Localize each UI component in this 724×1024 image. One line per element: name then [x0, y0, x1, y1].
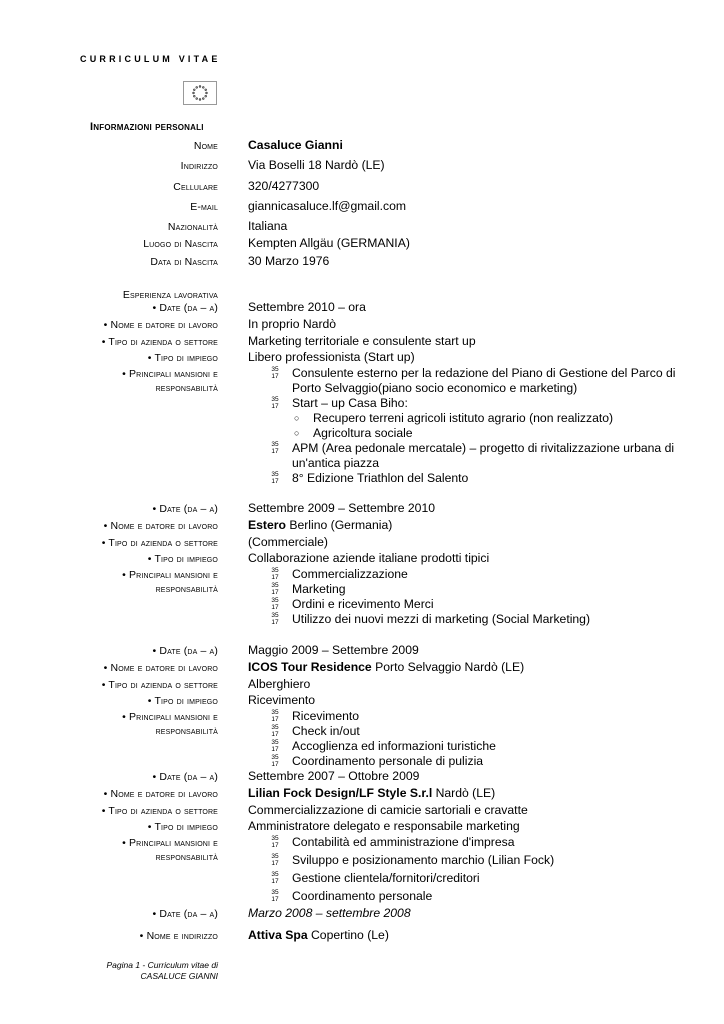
bullet-marker-icon: 35 17	[271, 396, 279, 410]
label-duties: • Principali mansioni e	[122, 569, 218, 581]
duty-text: Commercializzazione	[292, 567, 408, 581]
duties-list	[268, 709, 688, 769]
duty-item	[268, 441, 688, 456]
job-employer-bold: Attiva Spa	[248, 928, 308, 942]
duty-item	[268, 853, 688, 868]
duties-list	[268, 835, 688, 907]
duty-item	[268, 582, 688, 597]
bullet-marker-icon: 35 17	[271, 739, 279, 753]
bullet-marker-icon: 35 17	[271, 754, 279, 768]
personal-label: Indirizzo	[180, 160, 218, 172]
duty-subitem-text: Agricoltura sociale	[313, 426, 413, 440]
job-employer: In proprio Nardò	[248, 317, 337, 331]
label-duties: • Principali mansioni e	[122, 368, 218, 380]
duty-continuation: Porto Selvaggio(piano socio economico e marketing)	[292, 381, 578, 395]
duty-text: APM (Area pedonale mercatale) – progetto di rivitalizzazione urbana di	[292, 441, 675, 455]
duty-item	[268, 709, 688, 724]
label-duties-2: responsabilità	[155, 725, 218, 737]
label-date: • Date (da – a)	[152, 503, 218, 515]
label-employer: • Nome e datore di lavoro	[103, 662, 218, 674]
duty-text: Contabilità ed amministrazione d'impresa	[292, 835, 515, 849]
bullet-marker-icon: 35 17	[271, 471, 279, 485]
duty-continuation: un'antica piazza	[292, 456, 380, 470]
personal-value: giannicasaluce.lf@gmail.com	[248, 199, 407, 213]
duty-text: Ricevimento	[292, 709, 360, 723]
label-duties: • Principali mansioni e	[122, 837, 218, 849]
job-sector: Commercializzazione di camicie sartoriali e cravatte	[248, 803, 528, 817]
bullet-marker-icon: 35 17	[271, 835, 279, 849]
bullet-marker-icon: 35 17	[271, 889, 279, 903]
job-employer: ICOS Tour Residence Porto Selvaggio Nardò (LE)	[248, 660, 525, 674]
label-job-type: • Tipo di impiego	[147, 821, 218, 833]
personal-value: Kempten Allgäu (GERMANIA)	[248, 236, 410, 250]
page-footer	[100, 960, 218, 982]
personal-label: Cellulare	[173, 181, 218, 193]
bullet-marker-icon: 35 17	[271, 441, 279, 455]
label-sector: • Tipo di azienda o settore	[101, 805, 218, 817]
duty-text: Start – up Casa Biho:	[292, 396, 408, 410]
job-date: Settembre 2010 – ora	[248, 300, 366, 314]
label-date: • Date (da – a)	[152, 302, 218, 314]
duty-subitem-text: Recupero terreni agricoli istituto agrario (non realizzato)	[313, 411, 614, 425]
job-type: Ricevimento	[248, 693, 316, 707]
circle-bullet-icon: ○	[294, 413, 300, 423]
personal-label: Luogo di Nascita	[143, 238, 218, 250]
personal-value: 30 Marzo 1976	[248, 254, 330, 268]
duty-text: Ordini e ricevimento Merci	[292, 597, 434, 611]
personal-value-bold: Casaluce Gianni	[248, 138, 343, 152]
bullet-marker-icon: 35 17	[271, 709, 279, 723]
duty-text: Gestione clientela/fornitori/creditori	[292, 871, 480, 885]
duty-item	[268, 754, 688, 769]
bullet-marker-icon: 35 17	[271, 567, 279, 581]
job-employer: Lilian Fock Design/LF Style S.r.l Nardò (LE)	[248, 786, 496, 800]
job-employer: Estero Berlino (Germania)	[248, 518, 393, 532]
duty-item	[268, 366, 688, 381]
cv-header: CURRICULUM VITAE	[80, 54, 221, 64]
personal-label: Nazionalità	[167, 221, 218, 233]
section-experience: Esperienza lavorativa	[122, 289, 218, 301]
bullet-marker-icon: 35 17	[271, 724, 279, 738]
bullet-marker-icon: 35 17	[271, 853, 279, 867]
label-date: • Date (da – a)	[152, 771, 218, 783]
bullet-marker-icon: 35 17	[271, 871, 279, 885]
job-date: Settembre 2007 – Ottobre 2009	[248, 769, 420, 783]
job-type: Amministratore delegato e responsabile marketing	[248, 819, 520, 833]
duty-text: Coordinamento personale	[292, 889, 433, 903]
label-job-type: • Tipo di impiego	[147, 695, 218, 707]
eu-flag-logo	[183, 81, 217, 105]
duty-item	[268, 396, 688, 411]
circle-bullet-icon: ○	[294, 428, 300, 438]
label-employer: • Nome e datore di lavoro	[103, 520, 218, 532]
duty-text: 8° Edizione Triathlon del Salento	[292, 471, 469, 485]
job-employer-bold: ICOS Tour Residence	[248, 660, 372, 674]
label-job-type: • Tipo di impiego	[147, 553, 218, 565]
duty-item	[268, 739, 688, 754]
label-employer: • Nome e datore di lavoro	[103, 788, 218, 800]
personal-label: Data di Nascita	[150, 256, 218, 268]
duty-text: Accoglienza ed informazioni turistiche	[292, 739, 496, 753]
label-duties: • Principali mansioni e	[122, 711, 218, 723]
label-sector: • Tipo di azienda o settore	[101, 336, 218, 348]
bullet-marker-icon: 35 17	[271, 366, 279, 380]
duty-item	[268, 871, 688, 886]
duty-text: Coordinamento personale di pulizia	[292, 754, 484, 768]
job-date: Marzo 2008 – settembre 2008	[248, 906, 411, 920]
job-employer-bold: Lilian Fock Design/LF Style S.r.l	[248, 786, 433, 800]
footer-line-1: Pagina 1 - Curriculum vitae di	[106, 960, 218, 970]
duty-text: Utilizzo dei nuovi mezzi di marketing (Social Marketing)	[292, 612, 591, 626]
job-sector: Alberghiero	[248, 677, 311, 691]
duty-item	[268, 471, 688, 486]
personal-label: Nome	[193, 140, 218, 152]
job-sector: (Commerciale)	[248, 535, 328, 549]
job-sector: Marketing territoriale e consulente start up	[248, 334, 476, 348]
label-duties-2: responsabilità	[155, 851, 218, 863]
duty-text: Consulente esterno per la redazione del Piano di Gestione del Parco di	[292, 366, 676, 380]
personal-value: Via Boselli 18 Nardò (LE)	[248, 158, 385, 172]
footer-line-2: CASALUCE GIANNI	[140, 971, 218, 981]
label-sector: • Tipo di azienda o settore	[101, 679, 218, 691]
duty-text: Sviluppo e posizionamento marchio (Lilian Fock)	[292, 853, 555, 867]
personal-value: Italiana	[248, 219, 288, 233]
duty-item	[268, 889, 688, 904]
label-name-address: • Nome e indirizzo	[139, 930, 218, 942]
bullet-marker-icon: 35 17	[271, 597, 279, 611]
job-employer-bold: Estero	[248, 518, 286, 532]
duty-item	[268, 612, 688, 627]
personal-label: E-mail	[190, 201, 218, 213]
label-duties-2: responsabilità	[155, 382, 218, 394]
duty-item	[268, 567, 688, 582]
job-type: Collaborazione aziende italiane prodotti tipici	[248, 551, 490, 565]
personal-value	[248, 138, 343, 152]
duty-item	[268, 835, 688, 850]
bullet-marker-icon: 35 17	[271, 612, 279, 626]
duty-text: Marketing	[292, 582, 346, 596]
label-sector: • Tipo di azienda o settore	[101, 537, 218, 549]
label-date: • Date (da – a)	[152, 645, 218, 657]
personal-value: 320/4277300	[248, 179, 320, 193]
job-employer: Attiva Spa Copertino (Le)	[248, 928, 389, 942]
label-job-type: • Tipo di impiego	[147, 352, 218, 364]
job-date: Settembre 2009 – Settembre 2010	[248, 501, 435, 515]
bullet-marker-icon: 35 17	[271, 582, 279, 596]
job-type: Libero professionista (Start up)	[248, 350, 415, 364]
duty-item	[268, 724, 688, 739]
section-personal-info: Informazioni personali	[90, 121, 204, 133]
label-employer: • Nome e datore di lavoro	[103, 319, 218, 331]
label-date: • Date (da – a)	[152, 908, 218, 920]
duties-list	[268, 567, 688, 627]
label-duties-2: responsabilità	[155, 583, 218, 595]
duty-text: Check in/out	[292, 724, 360, 738]
duty-item	[268, 597, 688, 612]
duties-list	[268, 366, 688, 486]
duty-subitem	[268, 426, 688, 441]
job-date: Maggio 2009 – Settembre 2009	[248, 643, 419, 657]
duty-subitem	[268, 411, 688, 426]
